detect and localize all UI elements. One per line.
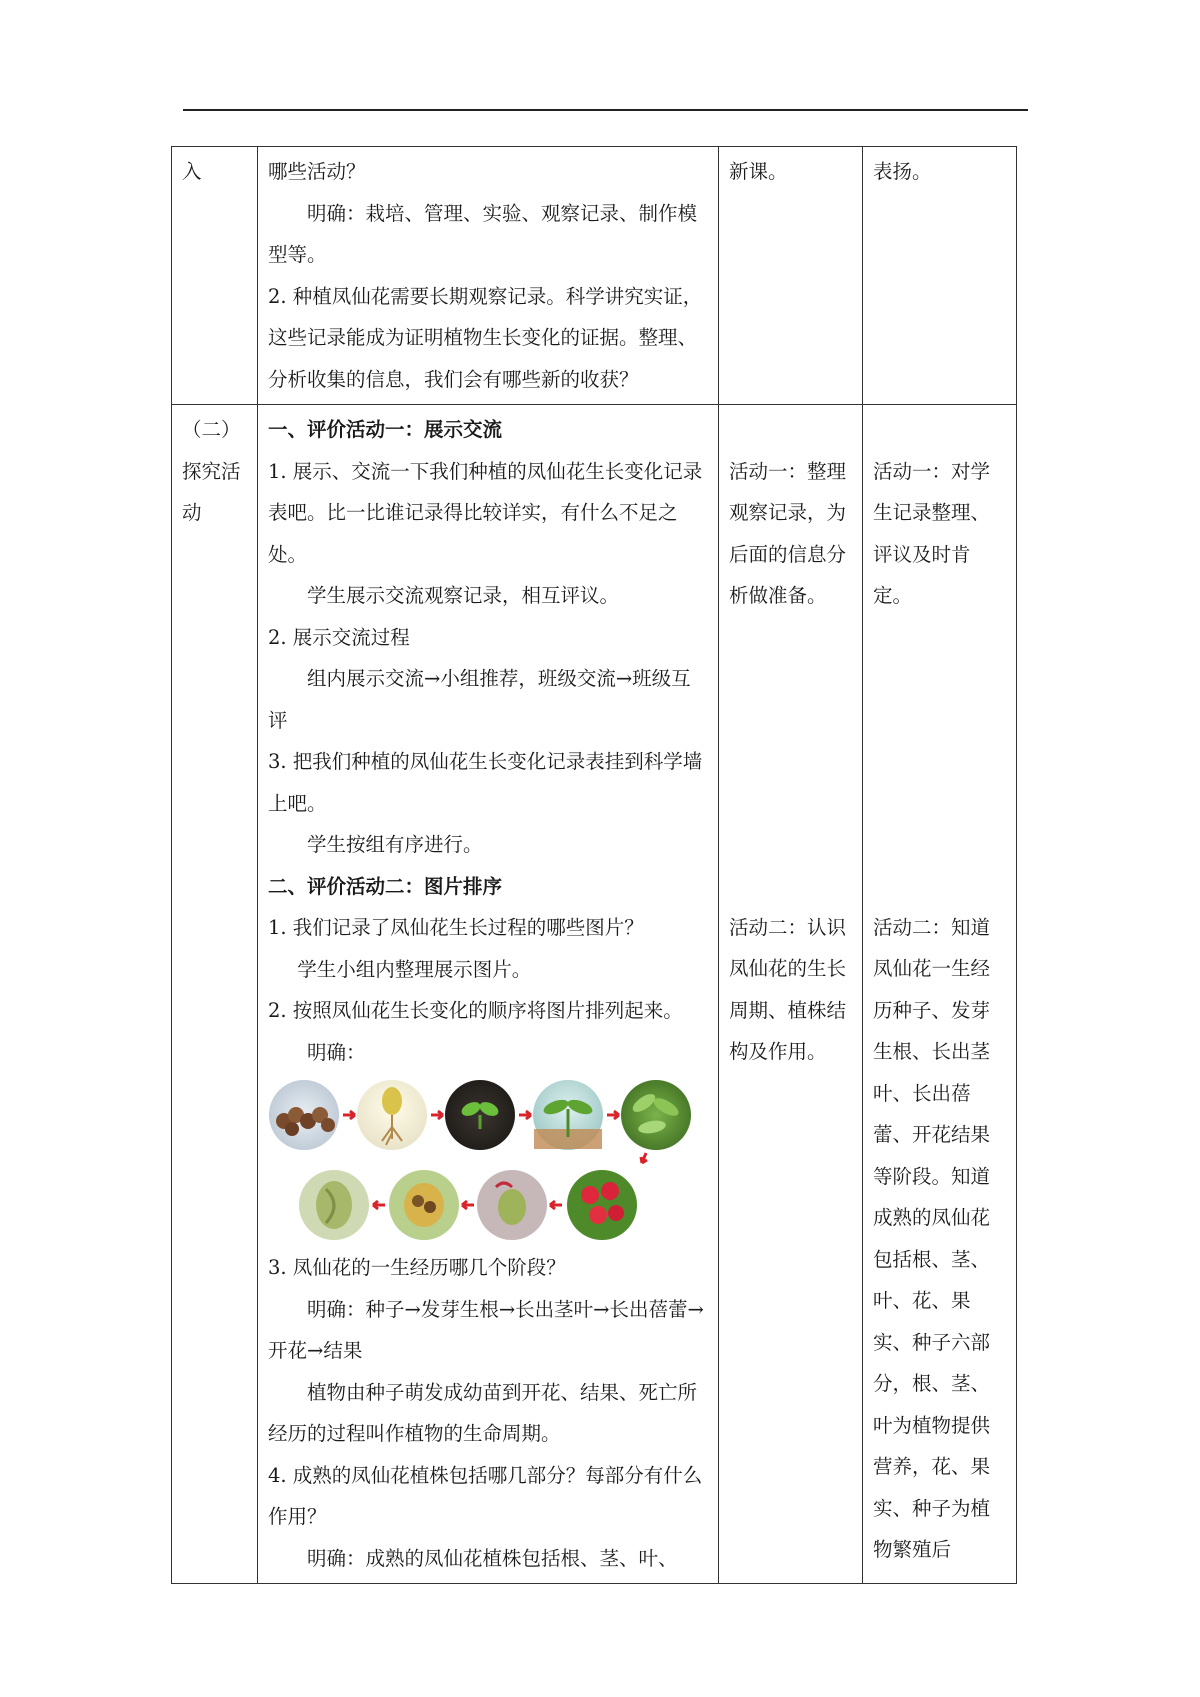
arrow-down-icon: [641, 1153, 647, 1163]
intent-text: 新课。: [729, 160, 788, 183]
seed-pod-stage-image: [389, 1170, 459, 1240]
fruit-stage-image: [299, 1170, 369, 1240]
arrow-right-icon: [431, 1111, 443, 1119]
seedling-stage-image: [445, 1080, 515, 1150]
arrow-right-icon: [343, 1111, 355, 1119]
arrow-right-icon: [607, 1111, 619, 1119]
evaluation-text: 活动二：知道凤仙花一生经历种子、发芽生根、长出茎叶、长出蓓蕾、开花结果等阶段。知道成熟的凤仙花包括根、茎、叶、花、果实、种子六部分，根、茎、叶为植物提供营养，花、果实、种子为植物繁殖后: [873, 915, 991, 1561]
content-text: 学生展示交流观察记录，相互评议。: [307, 584, 620, 607]
stage-label: （二）探究活动: [182, 418, 241, 524]
content-text: 4. 成熟的凤仙花植株包括哪几部分？每部分有什么作用？: [268, 1463, 703, 1528]
evaluation-text: 活动一：对学生记录整理、评议及时肯定。: [873, 459, 991, 607]
content-text: 2. 按照凤仙花生长变化的顺序将图片排列起来。: [268, 999, 683, 1022]
arrow-right-icon: [519, 1111, 531, 1119]
content-cell: [258, 405, 719, 1584]
intent-cell: [719, 405, 863, 1584]
content-text: 明确：种子→发芽生根→长出茎叶→长出蓓蕾→开花→结果: [268, 1297, 704, 1362]
bud-stage-image: [621, 1080, 691, 1150]
content-text: 哪些活动？: [268, 160, 366, 183]
stage-cell: [172, 147, 258, 405]
content-text: 1. 我们记录了凤仙花生长过程的哪些图片？: [268, 916, 644, 939]
intent-text: 活动二：认识凤仙花的生长周期、植株结构及作用。: [729, 915, 847, 1063]
seeds-stage-image: [269, 1080, 339, 1150]
table-row: [172, 405, 1017, 1584]
stage-label: 入: [182, 160, 202, 183]
stem-leaf-stage-image: [533, 1080, 603, 1150]
evaluation-text: 表扬。: [873, 160, 932, 183]
content-text: 学生小组内整理展示图片。: [297, 957, 532, 981]
intent-text: 活动一：整理观察记录，为后面的信息分析做准备。: [729, 459, 847, 607]
content-text: 植物由种子萌发成幼苗到开花、结果、死亡所经历的过程叫作植物的生命周期。: [268, 1380, 698, 1445]
activity-heading: 一、评价活动一：展示交流: [268, 418, 503, 441]
growth-sequence-illustration: [268, 1077, 708, 1245]
content-text: 3. 凤仙花的一生经历哪几个阶段？: [268, 1256, 566, 1279]
evaluation-cell: [863, 147, 1017, 405]
content-text: 学生按组有序进行。: [307, 833, 483, 856]
content-text: 2. 展示交流过程: [268, 625, 410, 649]
evaluation-cell: [863, 405, 1017, 1584]
intent-cell: [719, 147, 863, 405]
content-text: 2. 种植凤仙花需要长期观察记录。科学讲究实证，这些记录能成为证明植物生长变化的证据。整理、分析收集的信息，我们会有哪些新的收获？: [268, 284, 703, 391]
arrow-left-icon: [550, 1201, 562, 1209]
stage-cell: [172, 405, 258, 1584]
lesson-plan-table: [171, 146, 1017, 1584]
young-fruit-stage-image: [477, 1170, 547, 1240]
content-text: 明确：: [307, 1040, 366, 1064]
content-text: 明确：成熟的凤仙花植株包括根、茎、叶、: [307, 1546, 678, 1570]
activity-heading: 二、评价活动二：图片排序: [268, 874, 503, 898]
arrow-left-icon: [462, 1201, 474, 1209]
sprouting-stage-image: [357, 1080, 427, 1150]
content-cell: [258, 147, 719, 405]
table-row: [172, 147, 1017, 405]
arrow-left-icon: [373, 1201, 385, 1209]
content-text: 明确：栽培、管理、实验、观察记录、制作模型等。: [268, 201, 698, 266]
flowering-stage-image: [567, 1170, 637, 1240]
content-text: 组内展示交流→小组推荐，班级交流→班级互评: [268, 667, 691, 732]
header-rule: [183, 109, 1028, 111]
growth-sequence-figure: [268, 1077, 710, 1245]
content-text: 3. 把我们种植的凤仙花生长变化记录表挂到科学墙上吧。: [268, 750, 703, 815]
content-text: 1. 展示、交流一下我们种植的凤仙花生长变化记录表吧。比一比谁记录得比较详实，有什么不足之处。: [268, 459, 703, 566]
